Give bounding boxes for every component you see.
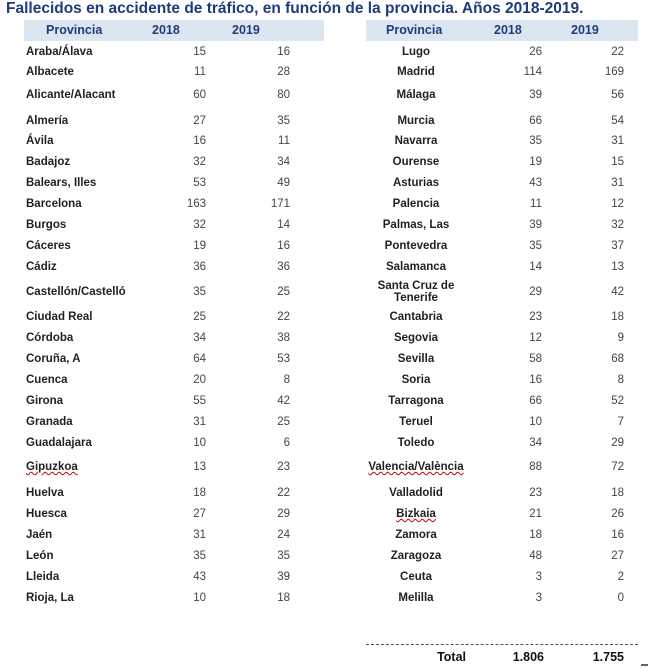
- cell-provincia: Valencia/València: [368, 461, 464, 473]
- cell-2019: 53: [277, 353, 290, 365]
- table-row: [24, 550, 324, 568]
- table-row: [24, 353, 324, 371]
- cell-2019: 29: [277, 508, 290, 520]
- cell-provincia: Almería: [26, 115, 69, 127]
- table-row: [24, 240, 324, 258]
- table-row: [24, 89, 324, 107]
- cell-2018: 88: [529, 461, 542, 473]
- cell-provincia: Ávila: [26, 135, 54, 147]
- cell-2018: 60: [193, 89, 206, 101]
- cell-2019: 37: [611, 240, 624, 252]
- table-row: [366, 311, 638, 329]
- table-row: [366, 177, 638, 195]
- cell-2019: 16: [277, 240, 290, 252]
- cell-provincia: Balears, Illes: [26, 177, 97, 189]
- cell-2019: 27: [611, 550, 624, 562]
- header-2018: 2018: [152, 23, 180, 37]
- table-row: [366, 66, 638, 84]
- table-row: [366, 437, 638, 455]
- cell-provincia: Gipuzkoa: [26, 461, 78, 473]
- cell-2019: 13: [611, 261, 624, 273]
- cell-provincia: Murcia: [397, 115, 435, 127]
- cell-provincia: Burgos: [26, 219, 67, 231]
- cell-2018: 13: [193, 461, 206, 473]
- cell-2018: 35: [193, 286, 206, 298]
- cell-provincia: Salamanca: [385, 261, 447, 273]
- cell-2019: 14: [277, 219, 290, 231]
- cell-2019: 171: [270, 198, 290, 210]
- cell-provincia: Valladolid: [389, 487, 443, 499]
- table-row: [24, 592, 324, 610]
- cell-provincia: Araba/Álava: [26, 46, 93, 58]
- table-row: [366, 353, 638, 371]
- cell-2018: 36: [193, 261, 206, 273]
- table-row: [24, 395, 324, 413]
- table-row: [366, 592, 638, 610]
- table-row: [24, 286, 324, 304]
- table-row: [366, 395, 638, 413]
- cell-provincia: Badajoz: [26, 156, 71, 168]
- table-row: [366, 156, 638, 174]
- cell-provincia: Ourense: [392, 156, 440, 168]
- cell-2018: 19: [193, 240, 206, 252]
- header-2019: 2019: [232, 23, 260, 37]
- cell-provincia: Toledo: [397, 437, 435, 449]
- table-row: [24, 198, 324, 216]
- cell-2018: 19: [529, 156, 542, 168]
- cell-2019: 52: [611, 395, 624, 407]
- total-2019: 1.755: [592, 650, 624, 664]
- cell-2019: 18: [277, 592, 290, 604]
- table-row: [24, 374, 324, 392]
- cell-2019: 169: [604, 66, 624, 78]
- cell-provincia: Lleida: [26, 571, 60, 583]
- cell-provincia: Teruel: [399, 416, 433, 428]
- cell-provincia: Huesca: [26, 508, 67, 520]
- page-title: Fallecidos en accidente de tráfico, en función de la provincia. Años 2018-2019.: [6, 0, 584, 17]
- cell-provincia: Córdoba: [26, 332, 74, 344]
- table-row: [366, 508, 638, 526]
- cell-provincia: Coruña, A: [26, 353, 81, 365]
- cell-2018: 3: [535, 571, 542, 583]
- cell-2019: 31: [611, 135, 624, 147]
- table-row: [24, 508, 324, 526]
- cell-provincia: Asturias: [392, 177, 440, 189]
- cell-2018: 18: [529, 529, 542, 541]
- cell-provincia: Ceuta: [400, 571, 432, 583]
- table-row: [24, 66, 324, 84]
- cell-2018: 10: [193, 592, 206, 604]
- cell-2018: 39: [529, 219, 542, 231]
- cell-2018: 53: [193, 177, 206, 189]
- table-row: [24, 46, 324, 64]
- cell-provincia: Cantabria: [389, 311, 443, 323]
- cell-provincia: Zaragoza: [390, 550, 442, 562]
- cell-2019: 22: [277, 487, 290, 499]
- cell-2018: 20: [193, 374, 206, 386]
- cell-2018: 25: [193, 311, 206, 323]
- cell-2018: 39: [529, 89, 542, 101]
- cell-2018: 64: [193, 353, 206, 365]
- cell-provincia: Soria: [401, 374, 431, 386]
- cell-provincia: Madrid: [397, 66, 435, 78]
- cell-2018: 48: [529, 550, 542, 562]
- cell-provincia: Cuenca: [26, 374, 68, 386]
- cell-2019: 42: [277, 395, 290, 407]
- cell-2018: 58: [529, 353, 542, 365]
- total-row: [366, 650, 638, 668]
- cell-provincia: Palmas, Las: [382, 219, 450, 231]
- table-header: [366, 20, 638, 41]
- cell-2019: 72: [611, 461, 624, 473]
- cell-2019: 9: [617, 332, 624, 344]
- cell-2019: 0: [617, 592, 624, 604]
- cell-provincia: Sevilla: [397, 353, 435, 365]
- cell-2018: 34: [529, 437, 542, 449]
- table-row: [24, 311, 324, 329]
- cell-2018: 16: [193, 135, 206, 147]
- cell-2018: 23: [529, 487, 542, 499]
- cell-2019: 15: [611, 156, 624, 168]
- cell-2018: 32: [193, 219, 206, 231]
- cell-2019: 24: [277, 529, 290, 541]
- cell-2019: 42: [611, 286, 624, 298]
- cell-2018: 15: [193, 46, 206, 58]
- cell-2019: 80: [277, 89, 290, 101]
- cell-provincia: Navarra: [394, 135, 438, 147]
- cell-2018: 31: [193, 416, 206, 428]
- table-row: [24, 332, 324, 350]
- cell-2019: 35: [277, 115, 290, 127]
- table-header: [24, 20, 324, 41]
- cell-2018: 163: [186, 198, 206, 210]
- table-row: [24, 219, 324, 237]
- cell-2018: 14: [529, 261, 542, 273]
- cell-2018: 34: [193, 332, 206, 344]
- table-row: [24, 437, 324, 455]
- cell-2018: 21: [529, 508, 542, 520]
- table-left: [24, 20, 324, 604]
- cell-provincia: Ciudad Real: [26, 311, 93, 323]
- corner-mark: [641, 664, 648, 666]
- cell-2018: 10: [193, 437, 206, 449]
- table-row: [24, 177, 324, 195]
- table-row: [366, 219, 638, 237]
- cell-2019: 32: [611, 219, 624, 231]
- total-label: Total: [437, 650, 466, 664]
- cell-2019: 26: [611, 508, 624, 520]
- cell-provincia: Cáceres: [26, 240, 71, 252]
- cell-provincia: Castellón/Castelló: [26, 286, 126, 298]
- cell-provincia: Cádiz: [26, 261, 57, 273]
- cell-2018: 10: [529, 416, 542, 428]
- cell-2019: 18: [611, 487, 624, 499]
- cell-provincia: Rioja, La: [26, 592, 74, 604]
- cell-2019: 7: [617, 416, 624, 428]
- cell-2018: 35: [529, 240, 542, 252]
- cell-provincia: Huelva: [26, 487, 64, 499]
- cell-2019: 8: [617, 374, 624, 386]
- table-row: [366, 198, 638, 216]
- cell-2019: 54: [611, 115, 624, 127]
- cell-2018: 23: [529, 311, 542, 323]
- cell-2019: 39: [277, 571, 290, 583]
- table-row: [366, 571, 638, 589]
- cell-2019: 16: [277, 46, 290, 58]
- table-row: [366, 89, 638, 107]
- cell-2019: 25: [277, 286, 290, 298]
- cell-2018: 11: [530, 198, 542, 210]
- cell-2019: 35: [277, 550, 290, 562]
- cell-provincia: Granada: [26, 416, 73, 428]
- cell-provincia: Albacete: [26, 66, 74, 78]
- cell-2018: 3: [535, 592, 542, 604]
- table-row: [366, 332, 638, 350]
- cell-provincia: León: [26, 550, 54, 562]
- cell-2018: 18: [193, 487, 206, 499]
- cell-provincia: Guadalajara: [26, 437, 92, 449]
- cell-2019: 16: [611, 529, 624, 541]
- table-row: [366, 416, 638, 434]
- cell-2019: 18: [611, 311, 624, 323]
- header-provincia: Provincia: [46, 23, 103, 37]
- table-row: [24, 156, 324, 174]
- cell-provincia: Tarragona: [388, 395, 444, 407]
- table-row: [24, 135, 324, 153]
- table-right: [366, 20, 638, 604]
- cell-2018: 35: [529, 135, 542, 147]
- cell-2018: 66: [529, 395, 542, 407]
- table-row: [366, 240, 638, 258]
- cell-2018: 31: [193, 529, 206, 541]
- cell-2018: 27: [193, 115, 206, 127]
- cell-provincia: Palencia: [392, 198, 440, 210]
- cell-2018: 43: [529, 177, 542, 189]
- table-row: [366, 280, 638, 304]
- cell-provincia: Zamora: [395, 529, 437, 541]
- cell-provincia: Santa Cruz de Tenerife: [377, 280, 455, 304]
- cell-2018: 26: [529, 46, 542, 58]
- total-divider: [366, 644, 638, 645]
- cell-2019: 6: [283, 437, 290, 449]
- table-row: [366, 374, 638, 392]
- cell-2019: 34: [277, 156, 290, 168]
- table-row: [366, 115, 638, 133]
- table-row: [24, 571, 324, 589]
- cell-2019: 2: [617, 571, 624, 583]
- cell-2018: 32: [193, 156, 206, 168]
- table-row: [366, 46, 638, 64]
- table-row: [24, 261, 324, 279]
- cell-2018: 16: [529, 374, 542, 386]
- cell-provincia: Lugo: [401, 46, 431, 58]
- header-provincia: Provincia: [386, 23, 443, 37]
- cell-2019: 29: [611, 437, 624, 449]
- cell-provincia: Bizkaia: [396, 508, 436, 520]
- cell-2019: 36: [277, 261, 290, 273]
- table-row: [366, 550, 638, 568]
- cell-2018: 29: [529, 286, 542, 298]
- header-2018: 2018: [494, 23, 522, 37]
- table-row: [366, 487, 638, 505]
- cell-provincia: Pontevedra: [384, 240, 448, 252]
- cell-provincia: Melilla: [398, 592, 434, 604]
- table-row: [366, 135, 638, 153]
- cell-2019: 11: [278, 135, 290, 147]
- cell-provincia: Alicante/Alacant: [26, 89, 116, 101]
- table-row: [366, 529, 638, 547]
- table-row: [366, 261, 638, 279]
- cell-2018: 11: [194, 66, 206, 78]
- cell-2019: 23: [277, 461, 290, 473]
- table-row: [24, 461, 324, 479]
- table-row: [24, 529, 324, 547]
- table-row: [24, 487, 324, 505]
- cell-2019: 12: [611, 198, 624, 210]
- header-2019: 2019: [571, 23, 599, 37]
- cell-2019: 38: [277, 332, 290, 344]
- table-row: [24, 416, 324, 434]
- cell-provincia: Jaén: [26, 529, 53, 541]
- cell-provincia: Málaga: [396, 89, 436, 101]
- table-row: [366, 461, 638, 479]
- cell-2018: 114: [523, 66, 542, 78]
- table-row: [24, 115, 324, 133]
- cell-2019: 28: [277, 66, 290, 78]
- cell-2018: 27: [193, 508, 206, 520]
- cell-2018: 35: [193, 550, 206, 562]
- cell-2019: 56: [611, 89, 624, 101]
- cell-2019: 68: [611, 353, 624, 365]
- cell-2019: 8: [283, 374, 290, 386]
- cell-2018: 12: [529, 332, 542, 344]
- total-2018: 1.806: [512, 650, 544, 664]
- cell-2019: 22: [611, 46, 624, 58]
- cell-2019: 31: [611, 177, 624, 189]
- cell-2018: 43: [193, 571, 206, 583]
- cell-2018: 66: [529, 115, 542, 127]
- cell-2018: 55: [193, 395, 206, 407]
- cell-2019: 22: [277, 311, 290, 323]
- cell-2019: 49: [277, 177, 290, 189]
- cell-provincia: Segovia: [393, 332, 439, 344]
- cell-provincia: Barcelona: [26, 198, 82, 210]
- cell-2019: 25: [277, 416, 290, 428]
- cell-provincia: Girona: [26, 395, 64, 407]
